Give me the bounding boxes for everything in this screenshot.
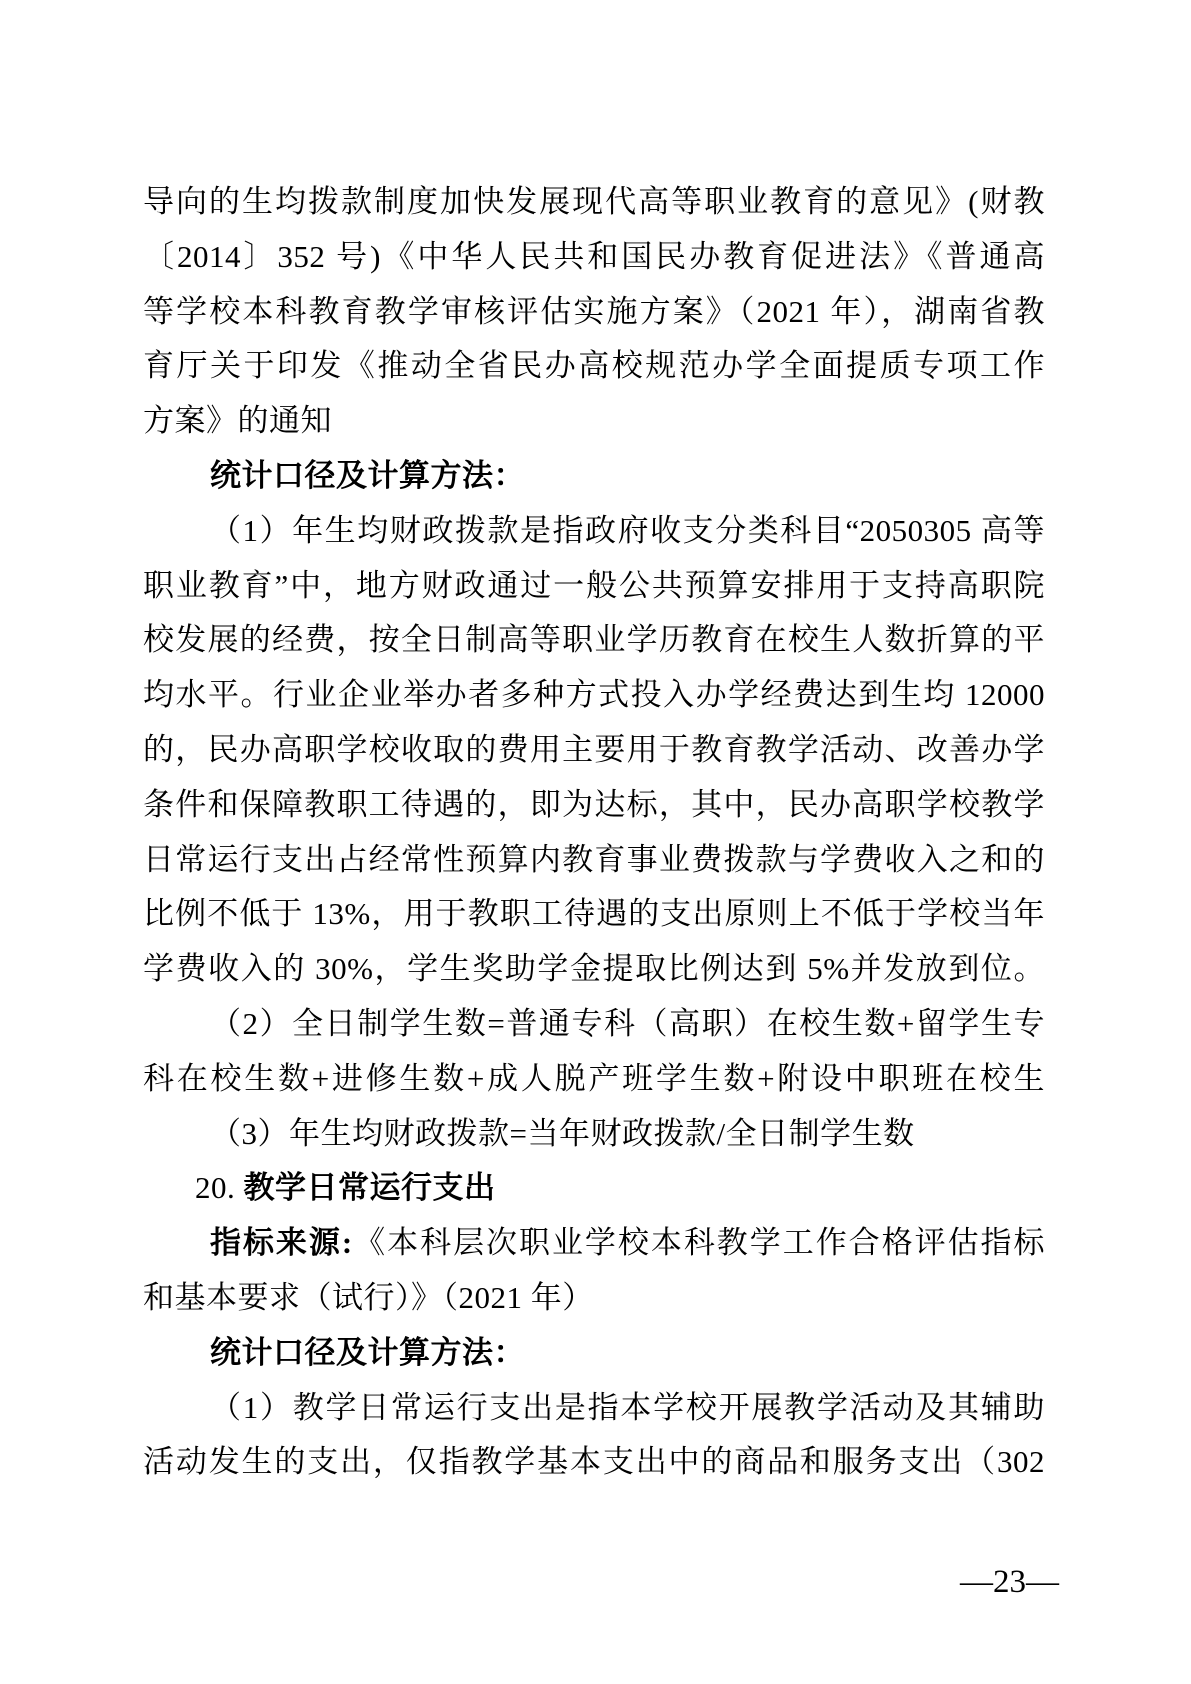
body-text-run: （3）年生均财政拨款=当年财政拨款/全日制学生数 <box>210 1115 915 1151</box>
text-line <box>143 285 1045 340</box>
heading-text: 教学日常运行支出 <box>243 1170 496 1206</box>
body-text-run: 〔2014〕352 号)《中华人民共和国民办教育促进法》《普通高 <box>143 238 1045 274</box>
text-line <box>143 1216 1045 1271</box>
text-line <box>143 1271 1045 1326</box>
body-text-run: 导向的生均拨款制度加快发展现代高等职业教育的意见》(财教 <box>143 184 1045 219</box>
body-text-run: （1）年生均财政拨款是指政府收支分类科目“2050305 高等 <box>210 512 1045 548</box>
body-text-run: 统计口径及计算方法： <box>210 1334 525 1370</box>
body-text-run: 活动发生的支出，仅指教学基本支出中的商品和服务支出（302 <box>143 1444 1045 1480</box>
body-text-run: 统计口径及计算方法： <box>210 457 525 493</box>
text-line <box>143 668 1045 723</box>
body-text-run: 校发展的经费，按全日制高等职业学历教育在校生人数折算的平 <box>143 622 1045 658</box>
text-line <box>143 175 1045 230</box>
body-text-run: 日常运行支出占经常性预算内教育事业费拨款与学费收入之和的 <box>143 841 1045 877</box>
body-text-run: 科在校生数+进修生数+成人脱产班学生数+附设中职班在校生 <box>143 1060 1045 1096</box>
text-line <box>143 504 1045 559</box>
body-text-run: 等学校本科教育教学审核评估实施方案》（2021 年），湖南省教 <box>143 293 1045 329</box>
heading-number: 20. <box>195 1170 244 1206</box>
text-line <box>143 394 1045 449</box>
text-line <box>143 559 1045 614</box>
body-text-run: （1）教学日常运行支出是指本学校开展教学活动及其辅助 <box>210 1389 1045 1425</box>
text-line <box>143 887 1045 942</box>
body-text-run: 条件和保障教职工待遇的，即为达标，其中，民办高职学校教学 <box>143 786 1045 822</box>
text-line <box>143 1381 1045 1436</box>
label-text: 指标来源: <box>210 1225 353 1261</box>
body-text-run: 学费收入的 30%，学生奖助学金提取比例达到 5%并发放到位。 <box>143 951 1045 987</box>
text-line <box>143 449 1045 504</box>
text-line <box>143 613 1045 668</box>
text-line <box>143 1052 1045 1107</box>
text-line <box>143 942 1045 997</box>
body-text-run: 比例不低于 13%，用于教职工待遇的支出原则上不低于学校当年 <box>143 896 1045 932</box>
document-body-text <box>143 175 1045 1490</box>
text-line <box>143 1107 1045 1162</box>
text-line <box>143 1326 1045 1381</box>
body-text-run: 《本科层次职业学校本科教学工作合格评估指标 <box>352 1225 1046 1261</box>
text-line <box>143 1435 1045 1490</box>
body-text-run: （2）全日制学生数=普通专科（高职）在校生数+留学生专 <box>210 1005 1045 1041</box>
section-heading-line <box>143 1161 1045 1216</box>
body-text-run: 方案》的通知 <box>143 403 332 439</box>
body-text-run: 育厅关于印发《推动全省民办高校规范办学全面提质专项工作 <box>143 348 1045 384</box>
text-line <box>143 339 1045 394</box>
page-number: —23— <box>960 1564 1059 1600</box>
text-line <box>143 230 1045 285</box>
body-text-run: 和基本要求（试行）》（2021 年） <box>143 1279 594 1315</box>
text-line <box>143 997 1045 1052</box>
text-line <box>143 723 1045 778</box>
body-text-run: 职业教育”中，地方财政通过一般公共预算安排用于支持高职院 <box>143 567 1045 603</box>
text-line <box>143 778 1045 833</box>
body-text-run: 均水平。行业企业举办者多种方式投入办学经费达到生均 12000 <box>143 677 1045 713</box>
text-line <box>143 833 1045 888</box>
body-text-run: 的，民办高职学校收取的费用主要用于教育教学活动、改善办学 <box>143 731 1045 767</box>
